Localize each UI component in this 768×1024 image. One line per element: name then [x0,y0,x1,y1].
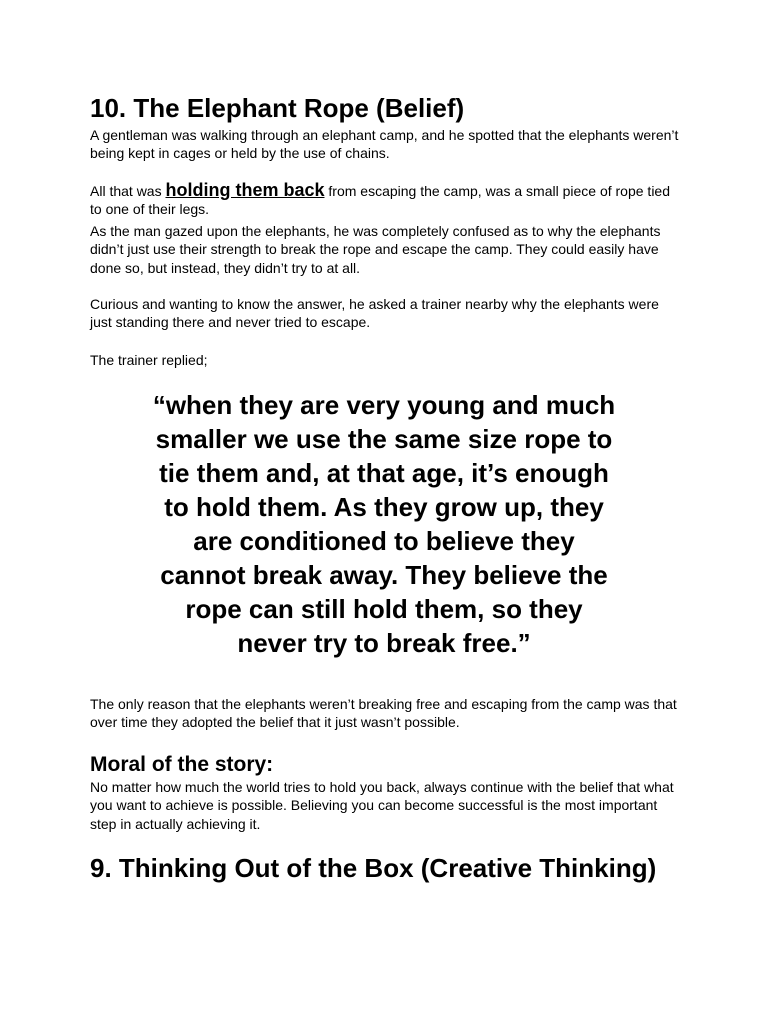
moral-heading: Moral of the story: [90,753,274,776]
story-9-title: 9. Thinking Out of the Box (Creative Thinking) [90,853,657,883]
paragraph-holding-back-suffix: from escaping the camp, was a small piece of rope tied to one of their legs. [90,183,671,218]
paragraph-holding-back [90,181,680,219]
story-10-title: 10. The Elephant Rope (Belief) [90,93,465,123]
paragraph-only-reason: The only reason that the elephants weren’t breaking free and escaping from the camp was that over time they adopted the belief that it just wasn’t possible. [90,696,677,731]
paragraph-confused: As the man gazed upon the elephants, he was completely confused as to why the elephants didn’t just use their strength to break the rope and escape the camp. They could easily have done so, but instead, they didn’t try to at all. [90,223,661,276]
holding-them-back-emphasis: holding them back [165,180,325,200]
paragraph-curious: Curious and wanting to know the answer, he asked a trainer nearby why the elephants were just standing there and never tried to escape. [90,296,659,331]
paragraph-trainer-replied: The trainer replied; [90,352,208,368]
paragraph-holding-back-prefix: All that was [90,183,166,199]
paragraph-intro: A gentleman was walking through an elephant camp, and he spotted that the elephants weren’t being kept in cages or held by the use of chains. [90,127,679,162]
moral-text: No matter how much the world tries to hold you back, always continue with the belief that what you want to achieve is possible. Believing you can become successful is the most important step in actually achieving it. [90,779,674,832]
trainer-quote: “when they are very young and much smaller we use the same size rope to tie them and, at that age, it’s enough to hold them. As they grow up, they are conditioned to believe they cannot break away. They believe the rope can still hold them, so they never try to break free.” [152,390,616,658]
